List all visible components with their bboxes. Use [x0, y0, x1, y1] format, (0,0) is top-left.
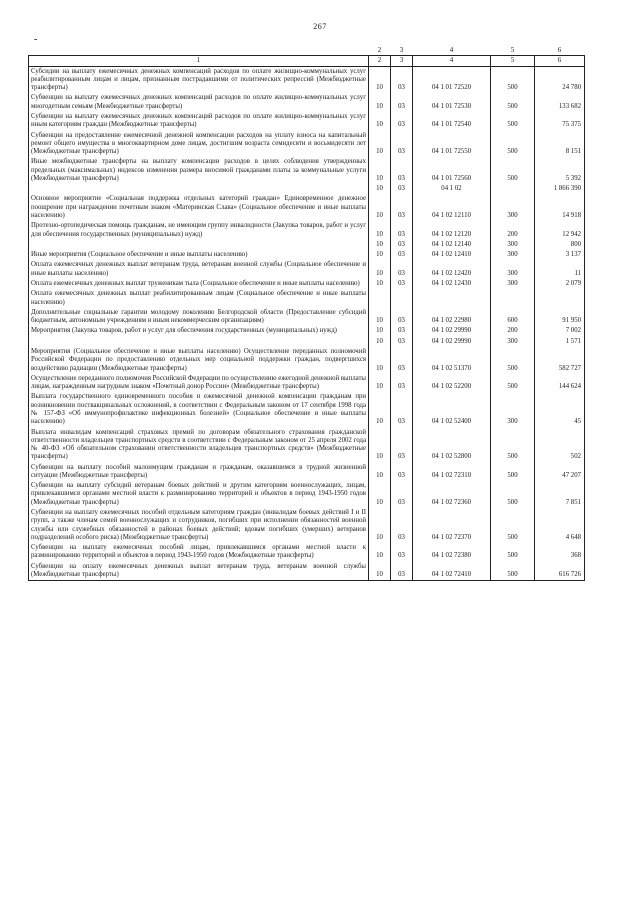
row-subsection: 03: [391, 428, 413, 463]
row-section: 10: [369, 347, 391, 374]
table-row: [29, 184, 585, 194]
row-target-article: 04 1 02 52800: [413, 428, 491, 463]
column-number: 6: [535, 55, 585, 66]
row-section: 10: [369, 508, 391, 543]
row-subsection: 03: [391, 392, 413, 427]
row-expense-type: 300: [491, 279, 535, 289]
row-target-article: 04 1 02 72380: [413, 543, 491, 562]
row-target-article: 04 1 02 12140: [413, 240, 491, 250]
header-top-cell: 2: [377, 46, 382, 54]
row-amount: 2 079: [535, 279, 585, 289]
row-target-article: [413, 289, 491, 308]
row-subsection: 03: [391, 562, 413, 581]
row-target-article: 04 1 02 22980: [413, 308, 491, 327]
row-subsection: 03: [391, 508, 413, 543]
row-expense-type: 500: [491, 157, 535, 184]
row-amount: 582 727: [535, 347, 585, 374]
table-row: [29, 66, 585, 93]
table-row: [29, 308, 585, 327]
column-number: 1: [29, 55, 369, 66]
row-subsection: 03: [391, 240, 413, 250]
row-amount: 616 726: [535, 562, 585, 581]
row-subsection: 03: [391, 157, 413, 184]
row-description: Субвенции на выплату ежемесячных денежных компенсаций расходов по оплате жилищно-коммунальных услуг иным категориям граждан (Межбюджетные трансферты): [29, 112, 369, 131]
row-description: Оплата ежемесячных денежных выплат реабилитированным лицам (Социальное обеспечение и иные выплаты населению): [29, 289, 369, 308]
row-subsection: 03: [391, 112, 413, 131]
row-subsection: 03: [391, 308, 413, 327]
row-expense-type: 500: [491, 463, 535, 482]
row-target-article: 04 1 01 72560: [413, 157, 491, 184]
row-target-article: 04 1 01 72540: [413, 112, 491, 131]
header-top-cell: 3: [399, 46, 404, 54]
row-amount: 1 571: [535, 337, 585, 347]
row-subsection: 03: [391, 66, 413, 93]
row-section: 10: [369, 543, 391, 562]
row-section: 10: [369, 326, 391, 336]
row-subsection: 03: [391, 481, 413, 508]
row-section: 10: [369, 562, 391, 581]
table-row: [29, 392, 585, 427]
column-number: 4: [413, 55, 491, 66]
row-target-article: 04 1 02: [413, 184, 491, 194]
row-expense-type: 200: [491, 326, 535, 336]
row-target-article: 04 1 02 12430: [413, 279, 491, 289]
row-subsection: 03: [391, 326, 413, 336]
header-top-spacer: [29, 46, 369, 55]
table-row: [29, 221, 585, 240]
row-target-article: 04 1 02 72360: [413, 481, 491, 508]
row-section: [369, 289, 391, 308]
row-section: 10: [369, 279, 391, 289]
header-number-row: [29, 55, 585, 66]
row-target-article: 04 1 02 12420: [413, 260, 491, 279]
row-section: 10: [369, 66, 391, 93]
row-expense-type: 500: [491, 508, 535, 543]
table-row: [29, 463, 585, 482]
row-section: 10: [369, 221, 391, 240]
row-target-article: 04 1 02 52400: [413, 392, 491, 427]
row-target-article: 04 1 02 72310: [413, 463, 491, 482]
row-subsection: 03: [391, 194, 413, 221]
row-amount: 5 392: [535, 157, 585, 184]
row-amount: 144 624: [535, 374, 585, 393]
row-target-article: 04 1 02 72410: [413, 562, 491, 581]
row-target-article: 04 1 02 51370: [413, 347, 491, 374]
table-row: [29, 240, 585, 250]
table-row: [29, 112, 585, 131]
row-description: [29, 184, 369, 194]
row-expense-type: 200: [491, 221, 535, 240]
row-subsection: 03: [391, 93, 413, 112]
table-row: [29, 374, 585, 393]
row-expense-type: 500: [491, 66, 535, 93]
row-target-article: 04 1 02 29990: [413, 337, 491, 347]
table-row: [29, 279, 585, 289]
row-expense-type: 300: [491, 392, 535, 427]
column-number: 5: [491, 55, 535, 66]
table-row: [29, 326, 585, 336]
row-description: Мероприятия (Социальное обеспечение и иные выплаты населению) Осуществление переданных полномочий Российской Федерации по предоставлению отдельных мер социальной поддержки граждан, подвергшихся воздействию радиации (Межбюджетные трансферты): [29, 347, 369, 374]
row-expense-type: 500: [491, 112, 535, 131]
row-amount: 502: [535, 428, 585, 463]
table-row: [29, 260, 585, 279]
row-subsection: [391, 289, 413, 308]
row-expense-type: 500: [491, 131, 535, 158]
row-amount: 12 942: [535, 221, 585, 240]
column-number: 2: [369, 55, 391, 66]
row-amount: 91 950: [535, 308, 585, 327]
row-expense-type: 500: [491, 481, 535, 508]
row-description: [29, 240, 369, 250]
row-section: 10: [369, 112, 391, 131]
row-description: Субсидии на выплату ежемесячных денежных компенсаций расходов по оплате жилищно-коммунальных услуг реабилитированным лицам и лицам, признанным пострадавшими от политических репрессий (Межбюджетные трансферты): [29, 66, 369, 93]
row-description: Иные межбюджетные трансферты на выплату компенсации расходов в целях соблюдения утвержденных предельных (максимальных) индексов изменения размера вносимой гражданами платы за коммунальные услуги (Межбюджетные трансферты): [29, 157, 369, 184]
table-row: [29, 194, 585, 221]
row-amount: 8 151: [535, 131, 585, 158]
row-amount: 47 207: [535, 463, 585, 482]
row-amount: 7 851: [535, 481, 585, 508]
row-section: 10: [369, 260, 391, 279]
row-amount: 14 918: [535, 194, 585, 221]
header-top-row: [29, 46, 585, 55]
row-section: 10: [369, 250, 391, 260]
row-section: 10: [369, 93, 391, 112]
row-description: Субвенции на выплату ежемесячных пособий отдельным категориям граждан (инвалидам боевых действий I и II групп, а также членам семей военнослужащих и сотрудников, погибших при исполнении обязанностей военной службы или служебных обязанностей в районах боевых действий; вдовам погибших (умерших) ветеранов подразделений особого риска) (Межбюджетные трансферты): [29, 508, 369, 543]
row-amount: [535, 289, 585, 308]
row-description: [29, 337, 369, 347]
row-expense-type: 500: [491, 374, 535, 393]
row-amount: 4 648: [535, 508, 585, 543]
page-number: 267: [313, 22, 327, 31]
margin-mark: -: [34, 34, 38, 45]
table-row: [29, 428, 585, 463]
table-row: [29, 481, 585, 508]
row-target-article: 04 1 01 72550: [413, 131, 491, 158]
table-row: [29, 131, 585, 158]
table-row: [29, 508, 585, 543]
row-amount: 45: [535, 392, 585, 427]
table-row: [29, 157, 585, 184]
row-subsection: 03: [391, 279, 413, 289]
row-section: 10: [369, 481, 391, 508]
row-subsection: 03: [391, 221, 413, 240]
row-subsection: 03: [391, 543, 413, 562]
row-section: 10: [369, 374, 391, 393]
row-expense-type: 300: [491, 194, 535, 221]
row-target-article: 04 1 01 72530: [413, 93, 491, 112]
row-expense-type: 500: [491, 347, 535, 374]
row-expense-type: [491, 184, 535, 194]
table-row: [29, 543, 585, 562]
row-amount: 800: [535, 240, 585, 250]
header-top-cell: 4: [449, 46, 454, 54]
row-description: Оплата ежемесячных денежных выплат ветеранам труда, ветеранам военной службы (Социальное обеспечение и иные выплаты населению): [29, 260, 369, 279]
table-row: [29, 337, 585, 347]
row-section: 10: [369, 308, 391, 327]
row-section: 10: [369, 131, 391, 158]
row-subsection: 03: [391, 463, 413, 482]
row-amount: 75 375: [535, 112, 585, 131]
row-section: 10: [369, 337, 391, 347]
row-description: Субвенции на выплату ежемесячных пособий лицам, привлекавшимся органами местной власти к разминированию территорий и объектов в период 1943-1950 годов (Межбюджетные трансферты): [29, 543, 369, 562]
row-description: Дополнительные социальные гарантии молодому поколению Белгородской области (Предоставление субсидий бюджетным, автономным учреждениям и иным некоммерческим организациям): [29, 308, 369, 327]
row-description: Субвенции на выплату пособий малоимущим гражданам и гражданам, оказавшимся в трудной жизненной ситуации (Межбюджетные трансферты): [29, 463, 369, 482]
row-subsection: 03: [391, 184, 413, 194]
row-target-article: 04 1 01 72520: [413, 66, 491, 93]
row-expense-type: 300: [491, 240, 535, 250]
row-section: 10: [369, 240, 391, 250]
row-expense-type: 300: [491, 337, 535, 347]
row-target-article: 04 1 02 12410: [413, 250, 491, 260]
row-expense-type: 600: [491, 308, 535, 327]
row-expense-type: 300: [491, 250, 535, 260]
row-subsection: 03: [391, 347, 413, 374]
row-subsection: 03: [391, 374, 413, 393]
row-amount: 368: [535, 543, 585, 562]
row-expense-type: 500: [491, 543, 535, 562]
row-target-article: 04 1 02 12120: [413, 221, 491, 240]
row-description: Субвенции на предоставление ежемесячной денежной компенсации расходов на уплату взноса на капитальный ремонт общего имущества в многоквартирном доме лицам, достигшим возраста семидесяти и восьмидесяти лет (Межбюджетные трансферты): [29, 131, 369, 158]
row-description: Основное мероприятие «Социальная поддержка отдельных категорий граждан» Единовременное денежное поощрение при награждении почетным знаком «Материнская Слава» (Социальное обеспечение и иные выплаты населению): [29, 194, 369, 221]
row-target-article: 04 1 02 12110: [413, 194, 491, 221]
row-amount: 7 002: [535, 326, 585, 336]
row-target-article: 04 1 02 52200: [413, 374, 491, 393]
table-row: [29, 562, 585, 581]
column-number: 3: [391, 55, 413, 66]
row-expense-type: 500: [491, 562, 535, 581]
row-description: Субвенции на выплату ежемесячных денежных компенсаций расходов по оплате жилищно-коммунальных услуг многодетным семьям (Межбюджетные трансферты): [29, 93, 369, 112]
header-top-cell: 5: [510, 46, 515, 54]
row-description: Мероприятия (Закупка товаров, работ и услуг для обеспечения государственных (муниципальных) нужд): [29, 326, 369, 336]
row-section: 10: [369, 463, 391, 482]
row-subsection: 03: [391, 250, 413, 260]
row-section: 10: [369, 184, 391, 194]
row-amount: 1 866 390: [535, 184, 585, 194]
table-row: [29, 289, 585, 308]
row-expense-type: 300: [491, 260, 535, 279]
table-row: [29, 93, 585, 112]
row-amount: 3 137: [535, 250, 585, 260]
row-expense-type: 500: [491, 93, 535, 112]
row-subsection: 03: [391, 260, 413, 279]
row-section: 10: [369, 392, 391, 427]
row-expense-type: 500: [491, 428, 535, 463]
row-description: Протезно-ортопедическая помощь гражданам, не имеющим группу инвалидности (Закупка товаров, работ и услуг для обеспечения государственных (муниципальных) нужд): [29, 221, 369, 240]
row-expense-type: [491, 289, 535, 308]
row-section: 10: [369, 194, 391, 221]
row-description: Выплата государственного единовременного пособия и ежемесячной денежной компенсации гражданам при возникновении поствакцинальных осложнений, в соответствии с Федеральным законом от 17 сентября 1998 года № 157-ФЗ «Об иммунопрофилактике инфекционных болезней» (Социальное обеспечение и иные выплаты населению): [29, 392, 369, 427]
row-amount: 24 780: [535, 66, 585, 93]
row-target-article: 04 1 02 29990: [413, 326, 491, 336]
row-description: Оплата ежемесячных денежных выплат труженикам тыла (Социальное обеспечение и иные выплаты населению): [29, 279, 369, 289]
row-amount: 133 682: [535, 93, 585, 112]
row-subsection: 03: [391, 337, 413, 347]
row-amount: 11: [535, 260, 585, 279]
row-description: Иные мероприятия (Социальное обеспечение и иные выплаты населению): [29, 250, 369, 260]
row-section: 10: [369, 428, 391, 463]
row-description: Осуществление переданного полномочия Российской Федерации по осуществлению ежегодной денежной выплаты лицам, награжденным нагрудным знаком «Почетный донор России» (Межбюджетные трансферты): [29, 374, 369, 393]
row-section: 10: [369, 157, 391, 184]
budget-table: [28, 46, 585, 581]
header-top-cell: 6: [557, 46, 562, 54]
row-description: Выплата инвалидам компенсаций страховых премий по договорам обязательного страхования гражданской ответственности владельцев транспортных средств в соответствии с Федеральным законом от 25 апреля 2002 года № 40-ФЗ «Об обязательном страховании ответственности владельцев транспортных средств» (Межбюджетные трансферты): [29, 428, 369, 463]
row-target-article: 04 1 02 72370: [413, 508, 491, 543]
table-body: [29, 66, 585, 581]
table-row: [29, 347, 585, 374]
row-subsection: 03: [391, 131, 413, 158]
table-row: [29, 250, 585, 260]
row-description: Субвенции на оплату ежемесячных денежных выплат ветеранам труда, ветеранам военной службы (Межбюджетные трансферты): [29, 562, 369, 581]
row-description: Субвенции на выплату субсидий ветеранам боевых действий и другим категориям военнослужащих, лицам, привлекавшимся органами местной власти к разминированию территорий и объектов в период 1943-1950 годов (Межбюджетные трансферты): [29, 481, 369, 508]
